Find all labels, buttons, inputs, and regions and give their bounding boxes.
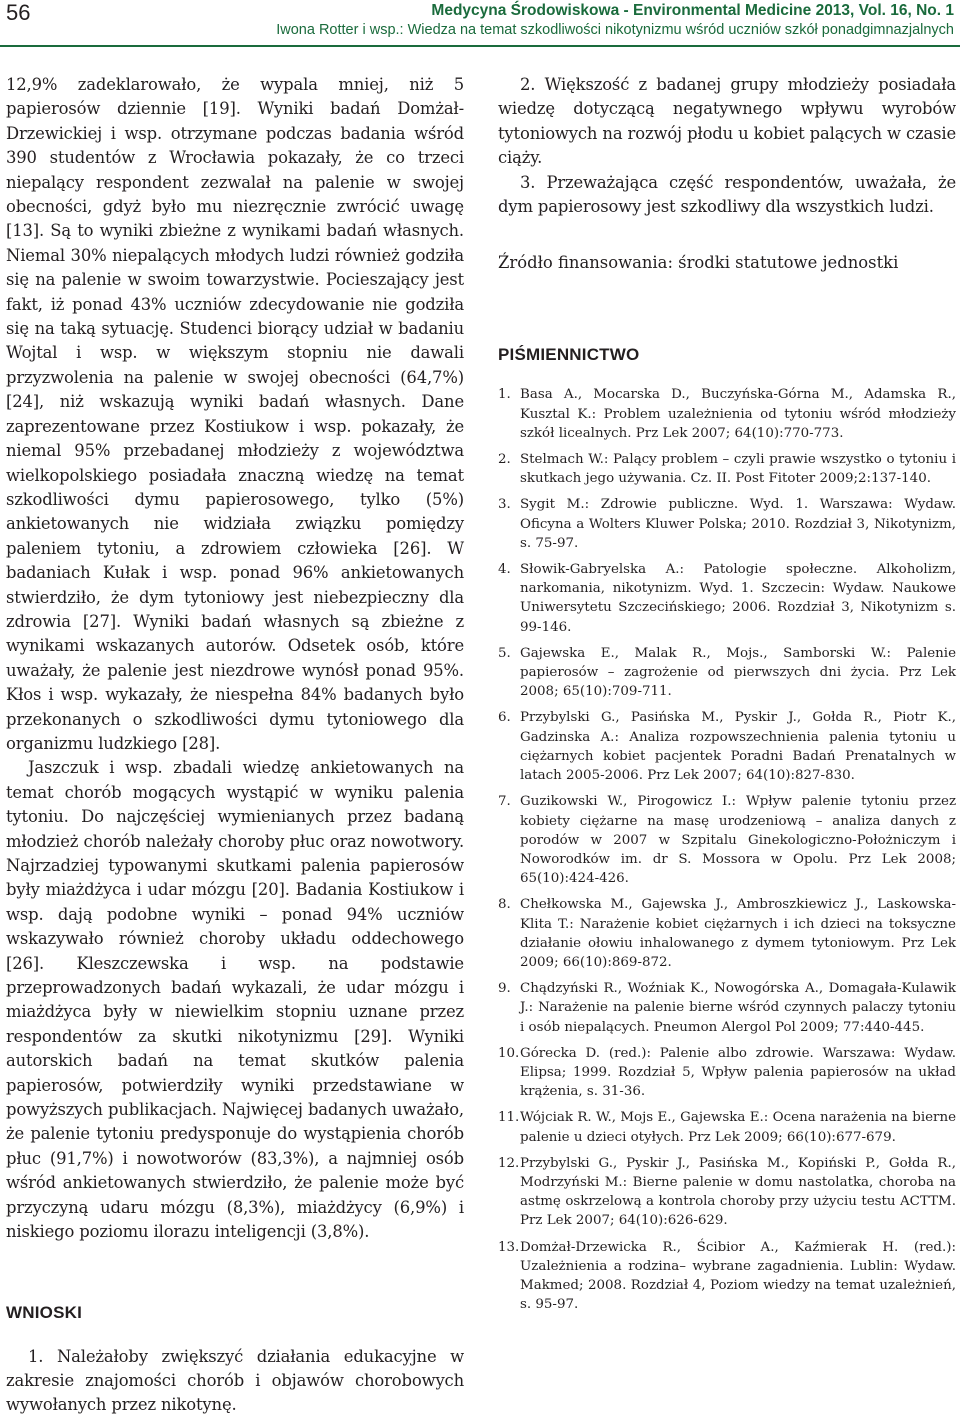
reference-item xyxy=(498,979,956,1037)
journal-title: Medycyna Środowiskowa - Environmental Medicine 2013, Vol. 16, No. 1 xyxy=(431,2,954,19)
reference-list xyxy=(498,385,956,1314)
reference-text: Gajewska E., Malak R., Mojs., Samborski W.: Palenie papierosów – zagrożenie od pierwszych dni życia. Prz Lek 2008; 65(10):709-711. xyxy=(520,645,956,700)
reference-number: 4. xyxy=(498,562,511,578)
spacer xyxy=(498,275,956,345)
header-rule xyxy=(0,45,960,47)
reference-text: Guzikowski W., Pirogowicz I.: Wpływ palenie tytoniu przez kobiety ciężarne na masę urodzeniową – analiza danych z porodów w 2007 w Szpitalu Ginekologiczno-Położniczym i Noworodków im. dr S. Mossora w Opolu. Prz Lek 2008; 65(10):424-426. xyxy=(520,794,956,887)
reference-text: Chełkowska M., Gajewska J., Ambroszkiewicz J., Laskowska-Klita T.: Narażenie kobiet ciężarnych i ich dzieci na toksyczne działanie ołowiu inhalowanego z dymem tytoniowym. Prz Lek 2009; 66(10):869-872. xyxy=(520,897,956,970)
conclusion-item: 2. Większość z badanej grupy młodzieży posiadała wiedzę dotyczącą negatywnego wpływu wyrobów tytoniowych na rozwój płodu u kobiet palących w czasie ciąży. xyxy=(498,75,956,168)
reference-item xyxy=(498,560,956,637)
reference-number: 2. xyxy=(498,452,511,468)
conclusion-item: 3. Przeważająca część respondentów, uważała, że dym papierosowy jest szkodliwy dla wszystkich ludzi. xyxy=(498,172,956,217)
reference-number: 8. xyxy=(498,897,511,913)
reference-number: 10. xyxy=(498,1045,520,1061)
reference-item xyxy=(498,385,956,443)
body-paragraph: 12,9% zadeklarowało, że wypala mniej, niż 5 papierosów dziennie [19]. Wyniki badań Domżał-Drzewickiej i wsp. otrzymane podczas badania wśród 390 studentów z Wrocławia pokazały, że co trzeci niepalący respondent zezwalał na palenie w swojej obecności, gdyż było mu niezręcznie zwrócić uwagę [13]. Są to wyniki zbieżne z wynikami badań własnych. Niemal 30% niepalących młodych ludzi również godziła się na palenie w swoim towarzystwie. Pocieszający jest fakt, iż ponad 43% uczniów zdecydowanie nie godziła się na taką sytuację. Studenci biorący udział w badaniu Wojtal i wsp. w większym stopniu nie dawali przyzwolenia na palenie w swojej obecności (64,7%) [24], niż wskazują wyniki badań własnych. Dane zaprezentowane przez Kostiukow i wsp. pokazały, że niemal 95% przebadanej młodzieży z województwa wielkopolskiego posiadała znaczną wiedzę na temat szkodliwości dymu papierosowego, tylko (5%) ankietowanych nie widziała związku pomiędzy paleniem tytoniu, a zdrowiem człowieka [26]. W badaniach Kułak i wsp. ponad 96% ankietowanych stwierdziło, że dym tytoniowy jest niebezpieczny dla zdrowia [27]. Wyniki badań własnych są zbieżne z wynikami wskazanych autorów. Odsetek osób, które uważały, że palenie jest niezdrowe wynósł ponad 95%. Kłos i wsp. wykazały, że niespełna 84% badanych było przekonanych o szkodliwości dymu tytoniowego dla organizmu ludzkiego [28]. xyxy=(6,75,464,753)
references-heading: PIŚMIENNICTWO xyxy=(498,345,640,365)
reference-number: 1. xyxy=(498,387,511,403)
conclusion-item: 1. Należałoby zwiększyć działania edukacyjne w zakresie znajomości chorób i objawów chorobowych wywołanych przez nikotynę. xyxy=(6,1346,464,1415)
running-title: Iwona Rotter i wsp.: Wiedza na temat szkodliwości nikotynizmu wśród uczniów szkół ponadgimnazjalnych xyxy=(276,22,954,38)
reference-text: Przybylski G., Pasińska M., Pyskir J., Gołda R., Piotr K., Gadzinska A.: Analiza rozpowszechnienia palenia tytoniu u ciężarnych kobiet pacjentek Poradni Badań Prenatalnych w latach 2005-2006. Prz Lek 2007; 64(10):827-830. xyxy=(520,710,956,784)
reference-item xyxy=(498,895,956,972)
spacer xyxy=(6,1245,464,1303)
page-header xyxy=(0,0,960,52)
reference-text: Słowik-Gabryelska A.: Patologie społeczne. Alkoholizm, narkomania, nikotynizm. Wyd. 1. Szczecin: Wydaw. Naukowe Uniwersytetu Szczecińskiego; 2006. Rozdział 3, Nikotynizm s. 99-146. xyxy=(520,562,956,635)
right-column xyxy=(498,73,956,1321)
reference-item xyxy=(498,644,956,702)
reference-text: Przybylski G., Pyskir J., Pasińska M., Kopiński P., Gołda R., Modrzyński M.: Bierne palenie w domu nastolatka, choroba na astmę oskrzelową a kontrola choroby przy użyciu testu ACTTM. Prz Lek 2007; 64(10):626-629. xyxy=(520,1155,956,1229)
reference-text: Górecka D. (red.): Palenie albo zdrowie. Warszawa: Wydaw. Elipsa; 1999. Rozdział 5, Wpływ palenia papierosów na układ krążenia, s. 31-36. xyxy=(520,1045,956,1100)
reference-number: 11. xyxy=(498,1110,520,1126)
reference-number: 13. xyxy=(498,1239,520,1255)
reference-number: 3. xyxy=(498,497,511,513)
reference-number: 5. xyxy=(498,645,511,661)
reference-item xyxy=(498,708,956,785)
reference-item xyxy=(498,1154,956,1231)
funding-note: Źródło finansowania: środki statutowe jednostki xyxy=(498,253,899,273)
reference-number: 7. xyxy=(498,794,511,810)
reference-number: 6. xyxy=(498,710,511,726)
reference-text: Wójciak R. W., Mojs E., Gajewska E.: Ocena narażenia na bierne palenie u dzieci otyłych. Prz Lek 2009; 66(10):677-679. xyxy=(520,1110,956,1145)
left-column xyxy=(6,73,464,1418)
spacer xyxy=(498,365,956,385)
reference-text: Basa A., Mocarska D., Buczyńska-Górna M., Adamska R., Kusztal K.: Problem uzależnienia od tytoniu wśród młodzieży szkół licealnych. Prz Lek 2007; 64(10):770-773. xyxy=(520,387,956,441)
reference-item xyxy=(498,1238,956,1315)
reference-number: 12. xyxy=(498,1155,520,1171)
reference-text: Domżał-Drzewicka R., Ścibior A., Kaźmierak H. (red.): Uzależnienia a rodzina– wybrane zagadnienia. Lublin: Wydaw. Makmed; 2008. Rozdział 4, Poziom wiedzy na temat uzależnień, s. 95-97. xyxy=(520,1239,956,1313)
reference-text: Stelmach W.: Palący problem – czyli prawie wszystko o tytoniu i skutkach jego używania. Cz. II. Post Fitoter 2009;2:137-140. xyxy=(520,452,956,487)
body-paragraph: Jaszczuk i wsp. zbadali wiedzę ankietowanych na temat chorób mogących wystąpić w wyniku palenia tytoniu. Do najczęściej wymienianych przez badaną młodzież chorób należały choroby płuc oraz nowotwory. Najrzadziej typowanymi skutkami palenia papierosów były miażdżyca i udar mózgu [20]. Badania Kostiukow i wsp. dają podobne wyniki – ponad 94% uczniów wskazywało również choroby układu oddechowego [26]. Kleszczewska i wsp. na podstawie przeprowadzonych badań wykazali, że udar mózgu i miażdżyca były w niewielkim stopniu uznane przez respondentów za skutki nikotynizmu [29]. Wyniki autorskich badań na temat skutków palenia papierosów, potwierdziły wyniki przedstawiane w powyższych publikacjach. Najwięcej badanych uważało, że palenie tytoniu predysponuje do wystąpienia chorób płuc (91,7%) i nowotworów (83,3%), a najmniej osób wśród ankietowanych stwierdziło, że palenie może być przyczyną udaru mózgu (8,3%), miażdżycy (6,9%) i niskiego poziomu ilorazu inteligencji (3,8%). xyxy=(6,758,464,1242)
reference-number: 9. xyxy=(498,981,511,997)
spacer xyxy=(498,219,956,251)
page-number: 56 xyxy=(6,0,31,25)
reference-item xyxy=(498,450,956,488)
spacer xyxy=(6,1323,464,1345)
reference-item xyxy=(498,1044,956,1102)
reference-item xyxy=(498,495,956,553)
reference-item xyxy=(498,792,956,888)
reference-text: Sygit M.: Zdrowie publiczne. Wyd. 1. Warszawa: Wydaw. Oficyna a Wolters Kluwer Polska; 2010. Rozdział 3, Nikotynizm, s. 75-97. xyxy=(520,497,956,551)
conclusions-heading: WNIOSKI xyxy=(6,1302,83,1322)
reference-text: Chądzyński R., Woźniak K., Nowogórska A., Domagała-Kulawik J.: Narażenie na palenie bierne wśród czynnych palaczy tytoniu i osób niepalących. Pneumon Alergol Pol 2009; 77:440-445. xyxy=(520,981,956,1035)
reference-item xyxy=(498,1108,956,1146)
